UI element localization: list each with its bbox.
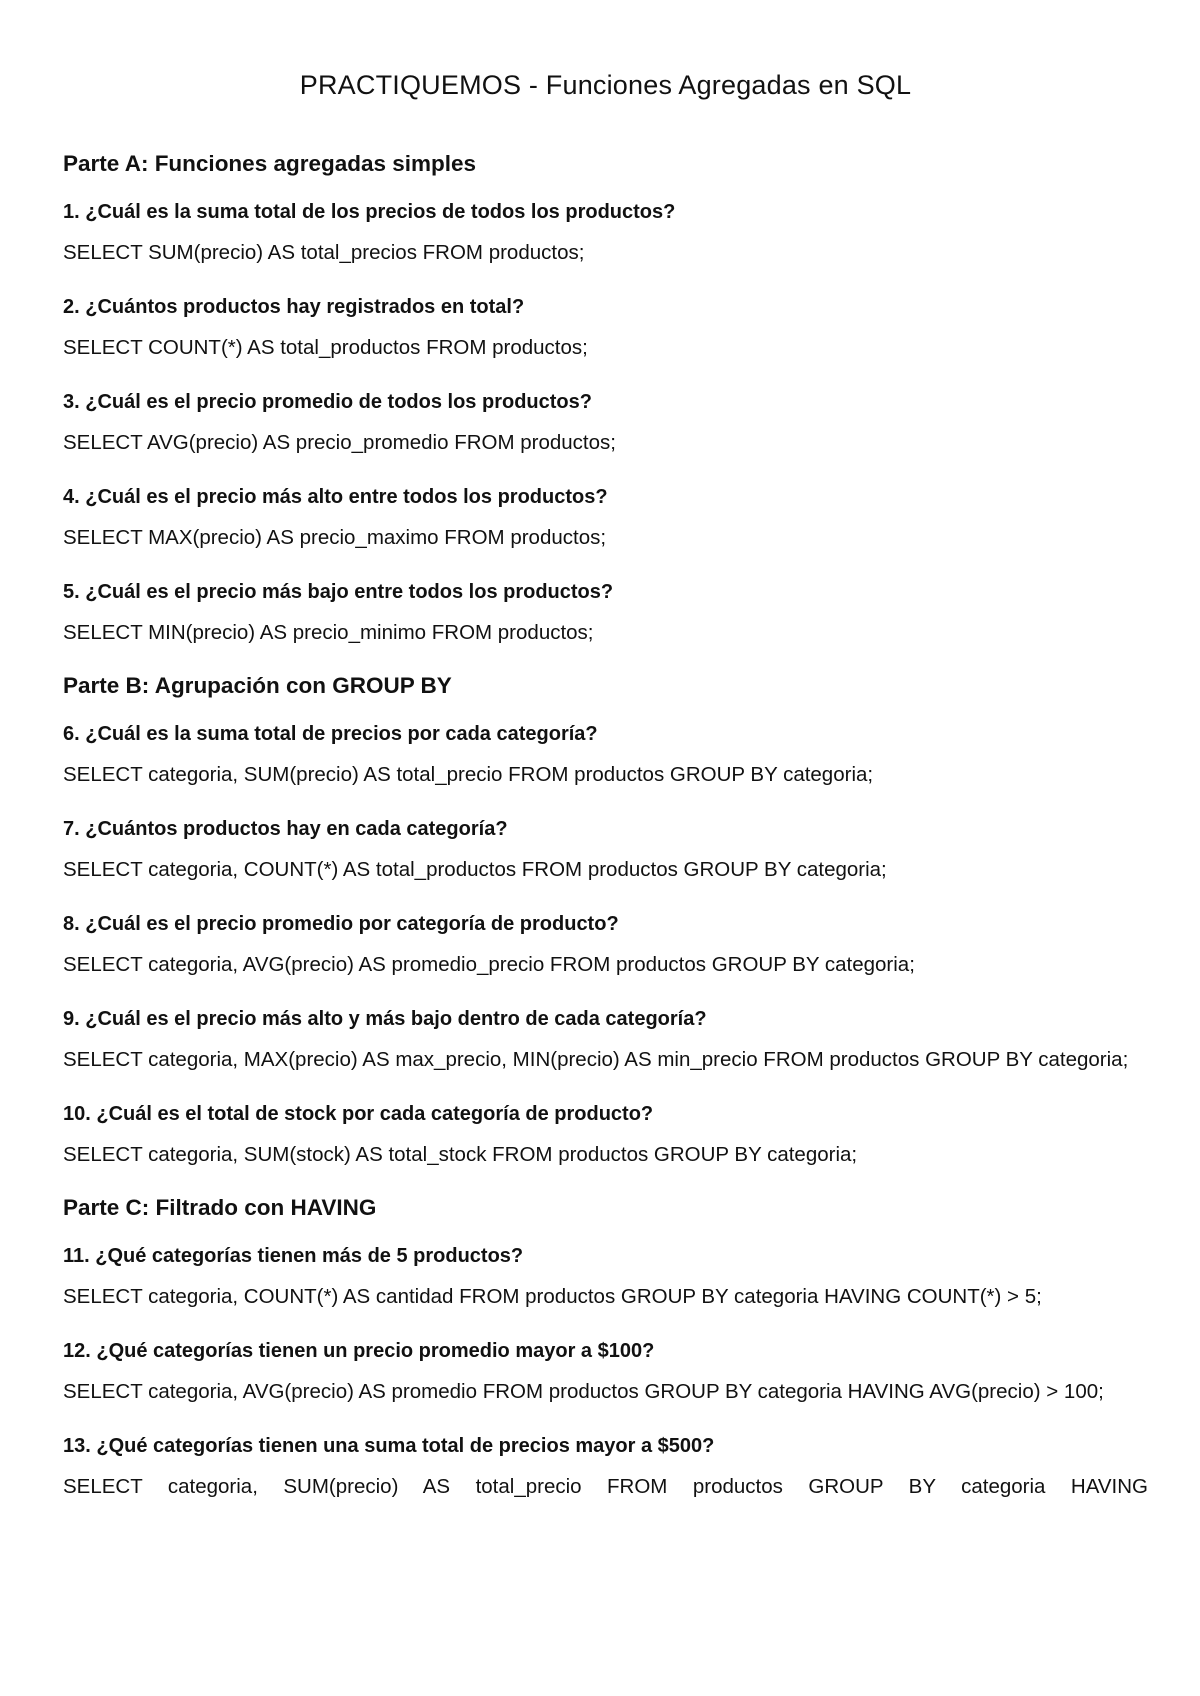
question-item [63, 1432, 1148, 1506]
section-parte-c [63, 1195, 1148, 1506]
sql-answer: SELECT MIN(precio) AS precio_minimo FROM productos; [63, 621, 594, 644]
section-heading: Parte B: Agrupación con GROUP BY [63, 673, 452, 698]
question-item [63, 1100, 1148, 1174]
question-item [63, 483, 1148, 557]
question-item [63, 293, 1148, 367]
sql-answer: SELECT categoria, MAX(precio) AS max_precio, MIN(precio) AS min_precio FROM productos GROUP BY categoria; [63, 1048, 1129, 1071]
section-parte-a [63, 151, 1148, 652]
question-item [63, 1005, 1148, 1079]
question-item [63, 578, 1148, 652]
question-item [63, 720, 1148, 794]
question-text: 3. ¿Cuál es el precio promedio de todos los productos? [63, 391, 592, 413]
sql-answer: SELECT categoria, SUM(precio) AS total_precio FROM productos GROUP BY categoria; [63, 763, 874, 786]
question-item [63, 815, 1148, 889]
sql-answer: SELECT MAX(precio) AS precio_maximo FROM productos; [63, 526, 607, 549]
sql-answer: SELECT categoria, AVG(precio) AS promedio FROM productos GROUP BY categoria HAVING AVG(precio) > 100; [63, 1380, 1104, 1403]
sql-answer: SELECT COUNT(*) AS total_productos FROM productos; [63, 336, 588, 359]
sql-answer: SELECT SUM(precio) AS total_precios FROM productos; [63, 241, 585, 264]
sql-answer: SELECT categoria, AVG(precio) AS promedio_precio FROM productos GROUP BY categoria; [63, 953, 915, 976]
question-text: 10. ¿Cuál es el total de stock por cada categoría de producto? [63, 1103, 654, 1125]
question-text: 5. ¿Cuál es el precio más bajo entre todos los productos? [63, 581, 614, 603]
question-text: 7. ¿Cuántos productos hay en cada categoría? [63, 818, 508, 840]
question-item [63, 1242, 1148, 1316]
question-item [63, 388, 1148, 462]
question-text: 6. ¿Cuál es la suma total de precios por cada categoría? [63, 723, 598, 745]
section-heading: Parte A: Funciones agregadas simples [63, 151, 477, 176]
sql-answer: SELECT AVG(precio) AS precio_promedio FROM productos; [63, 431, 616, 454]
sql-answer: SELECT categoria, COUNT(*) AS total_productos FROM productos GROUP BY categoria; [63, 858, 887, 881]
question-item [63, 198, 1148, 272]
section-heading: Parte C: Filtrado con HAVING [63, 1195, 377, 1220]
question-text: 8. ¿Cuál es el precio promedio por categoría de producto? [63, 913, 619, 935]
question-text: 2. ¿Cuántos productos hay registrados en total? [63, 296, 525, 318]
sql-answer: SELECT categoria, SUM(precio) AS total_precio FROM productos GROUP BY categoria HAVING [63, 1475, 1148, 1498]
question-text: 13. ¿Qué categorías tienen una suma total de precios mayor a $500? [63, 1435, 715, 1457]
question-text: 12. ¿Qué categorías tienen un precio promedio mayor a $100? [63, 1340, 655, 1362]
question-item [63, 910, 1148, 984]
question-text: 1. ¿Cuál es la suma total de los precios de todos los productos? [63, 201, 676, 223]
question-text: 11. ¿Qué categorías tienen más de 5 productos? [63, 1245, 524, 1267]
sql-answer: SELECT categoria, SUM(stock) AS total_stock FROM productos GROUP BY categoria; [63, 1143, 858, 1166]
question-text: 4. ¿Cuál es el precio más alto entre todos los productos? [63, 486, 608, 508]
question-text: 9. ¿Cuál es el precio más alto y más bajo dentro de cada categoría? [63, 1008, 707, 1030]
section-parte-b [63, 673, 1148, 1174]
question-item [63, 1337, 1148, 1411]
sql-answer: SELECT categoria, COUNT(*) AS cantidad FROM productos GROUP BY categoria HAVING COUNT(*) > 5; [63, 1285, 1042, 1308]
page-title: PRACTIQUEMOS - Funciones Agregadas en SQL [299, 70, 912, 100]
